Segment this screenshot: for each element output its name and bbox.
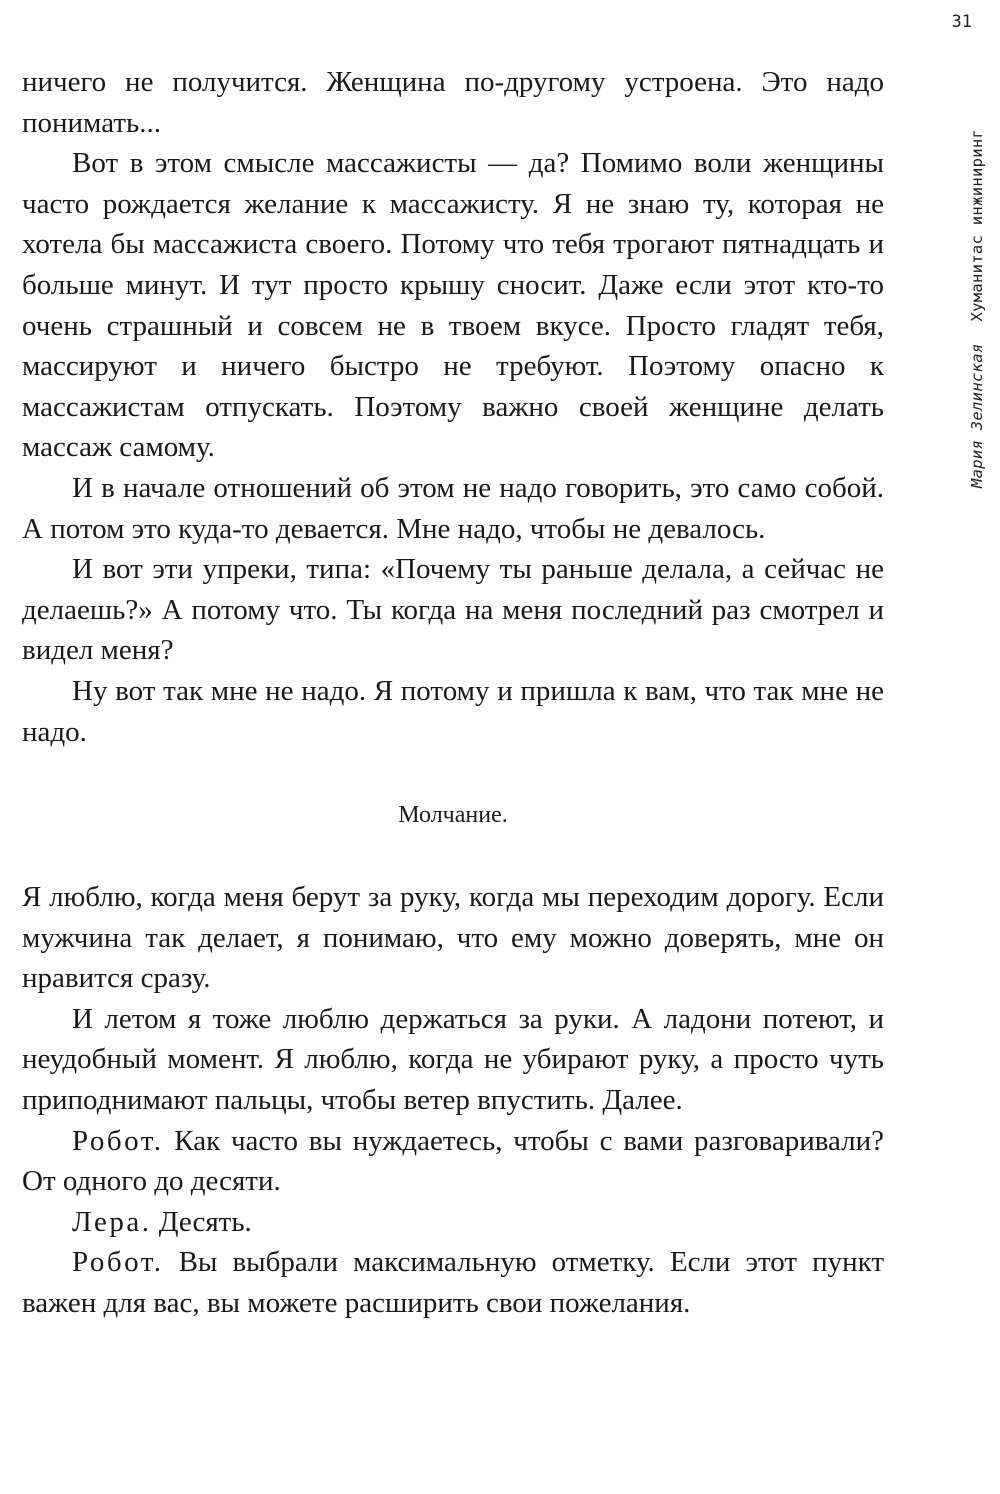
running-header-title: Хуманитас инжиниринг [968, 128, 986, 322]
paragraph: Вот в этом смысле массажисты — да? Помимо воли женщины часто рождается желание к массажисту. Я не знаю ту, которая не хотела бы массажиста своего. Потому что тебя трогают пятнадцать и больше минут. И тут просто крышу сносит. Даже если этот кто-то очень страшный и совсем не в твоем вкусе. Просто гладят тебя, массируют и ничего быстро не требуют. Поэтому опасно к массажистам отпускать. Поэтому важно своей женщине делать массаж самому. [22, 147, 884, 464]
page-number: 31 [951, 12, 972, 32]
dialogue-text: Как часто вы нуждаетесь, чтобы с вами разговаривали? От одного до десяти. [22, 1124, 885, 1198]
paragraph: Я люблю, когда меня берут за руку, когда мы переходим дорогу. Если мужчина так делает, я понимаю, что ему можно доверять, мне он нравится сразу. [22, 881, 884, 995]
speaker-name: Робот. [72, 1124, 164, 1157]
dialogue-line [22, 1202, 884, 1243]
body-text [22, 62, 884, 1324]
dialogue-text: Десять. [158, 1205, 252, 1238]
dialogue-text: Вы выбрали максимальную отметку. Если этот пункт важен для вас, вы можете расширить свои пожелания. [22, 1246, 885, 1320]
paragraph: И в начале отношений об этом не надо говорить, это само собой. А потом это куда-то девается. Мне надо, чтобы не девалось. [22, 471, 884, 545]
paragraph: И вот эти упреки, типа: «Почему ты раньше делала, а сейчас не делаешь?» А потому что. Ты когда на меня последний раз смотрел и видел меня? [22, 553, 884, 667]
dialogue-line [22, 1121, 884, 1202]
paragraph: Ну вот так мне не надо. Я потому и пришла к вам, что так мне не надо. [22, 674, 884, 748]
running-header-author: Мария Зелинская [968, 343, 986, 488]
dialogue-line [22, 1242, 884, 1323]
paragraph: И летом я тоже люблю держаться за руки. А ладони потеют, и неудобный момент. Я люблю, когда не убирают руку, а просто чуть приподнимают пальцы, чтобы ветер впустить. Далее. [22, 1002, 884, 1117]
paragraph: ничего не получится. Женщина по-другому устроена. Это надо понимать... [22, 66, 884, 139]
stage-direction: Молчание. [398, 802, 508, 829]
running-header [968, 129, 986, 488]
speaker-name: Лера. [72, 1205, 152, 1238]
speaker-name: Робот. [72, 1246, 164, 1279]
